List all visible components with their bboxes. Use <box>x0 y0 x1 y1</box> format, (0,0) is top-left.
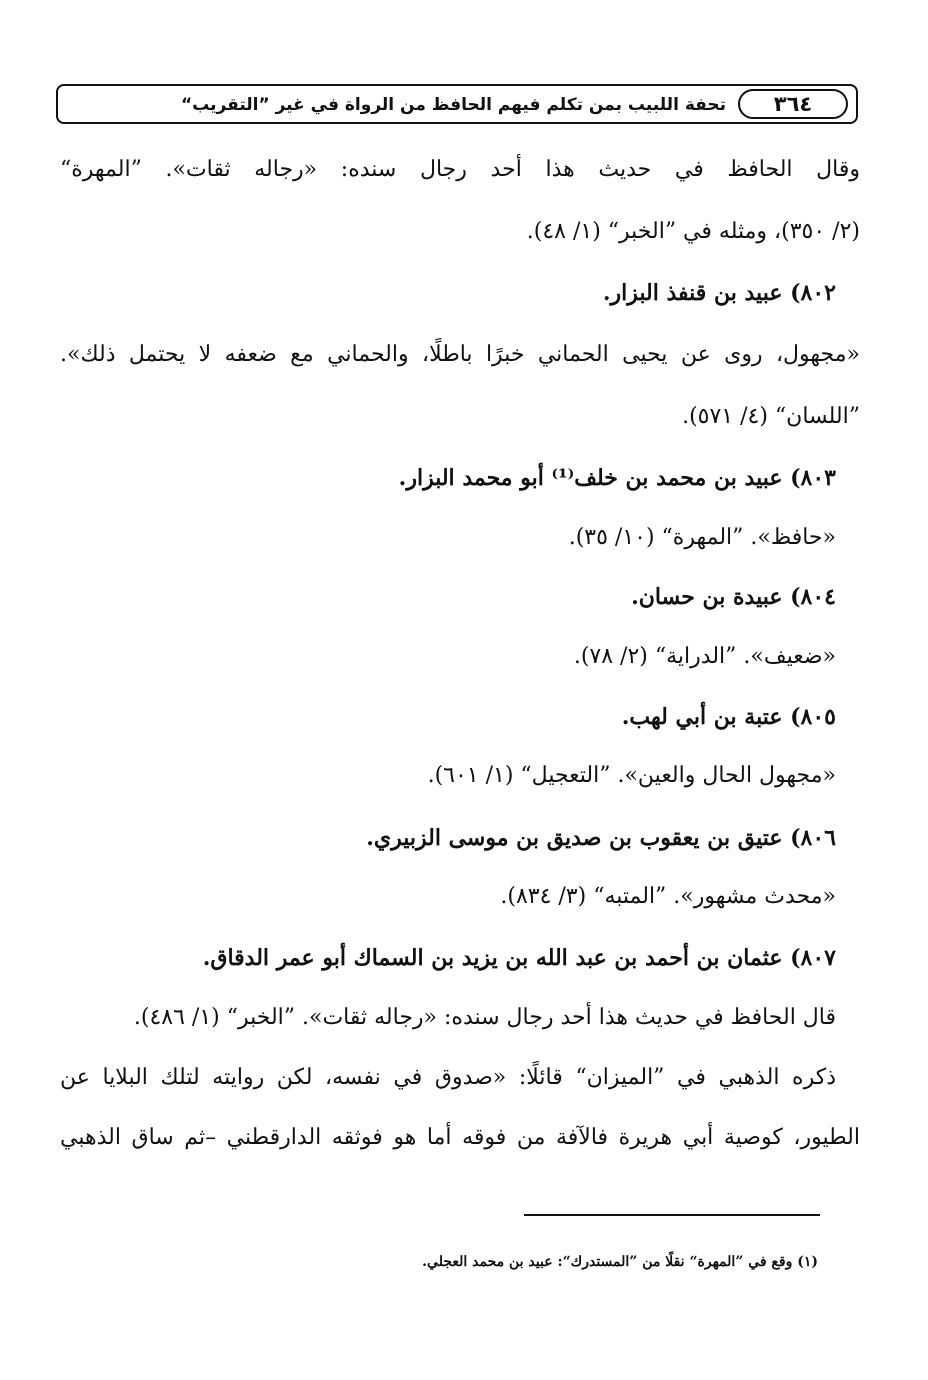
entry-heading-805: ٨٠٥) عتبة بن أبي لهب. <box>621 704 836 730</box>
text-line: قال الحافظ في حديث هذا أحد رجال سنده: «رجاله ثقات». ”الخبر“ (١/ ٤٨٦). <box>133 1005 836 1030</box>
text-line: «حافظ». ”المهرة“ (١٠/ ٣٥). <box>568 525 836 550</box>
text-line: وقال الحافظ في حديث هذا أحد رجال سنده: «رجاله ثقات». ”المهرة“ <box>60 157 860 182</box>
entry-heading-802: ٨٠٢) عبيد بن قنفذ البزار. <box>602 280 836 306</box>
footnote: (١) وقع في ”المهرة“ نقلًا من ”المستدرك“: عبيد بن محمد العجلي. <box>422 1254 818 1270</box>
text-line: ذكره الذهبي في ”الميزان“ قائلًا: «صدوق في نفسه، لكن روايته لتلك البلايا عن <box>60 1065 836 1090</box>
running-title: تحفة اللبيب بمن تكلم فيهم الحافظ من الرواة في غير ”التقريب“ <box>181 95 726 115</box>
text-line: الطيور، كوصية أبي هريرة فالآفة من فوقه أما هو فوثقه الدارقطني –ثم ساق الذهبي <box>60 1125 860 1150</box>
text-line: «مجهول، روى عن يحيى الحماني خبرًا باطلًا، والحماني مع ضعفه لا يحتمل ذلك». <box>60 342 860 367</box>
running-header <box>56 84 858 124</box>
page-number: ٣٦٤ <box>773 92 813 116</box>
entry-heading-806: ٨٠٦) عتيق بن يعقوب بن صديق بن موسى الزبيري. <box>366 825 836 851</box>
entry-heading-807: ٨٠٧) عثمان بن أحمد بن عبد الله بن يزيد بن السماك أبو عمر الدقاق. <box>202 945 836 971</box>
footnote-separator <box>524 1214 820 1216</box>
page-number-badge <box>738 89 848 119</box>
text-line: «محدث مشهور». ”المتبه“ (٣/ ٨٣٤). <box>500 884 836 909</box>
entry-heading-804: ٨٠٤) عبيدة بن حسان. <box>631 584 836 610</box>
entry-heading-803: ٨٠٣) عبيد بن محمد بن خلف⁽¹⁾ أبو محمد البزار. <box>398 465 836 491</box>
text-line: (٢/ ٣٥٠)، ومثله في ”الخبر“ (١/ ٤٨). <box>526 219 860 244</box>
text-line: «مجهول الحال والعين». ”التعجيل“ (١/ ٦٠١). <box>427 763 836 788</box>
text-line: «ضعيف». ”الدراية“ (٢/ ٧٨). <box>573 644 836 669</box>
text-line: ”اللسان“ (٤/ ٥٧١). <box>682 404 860 429</box>
